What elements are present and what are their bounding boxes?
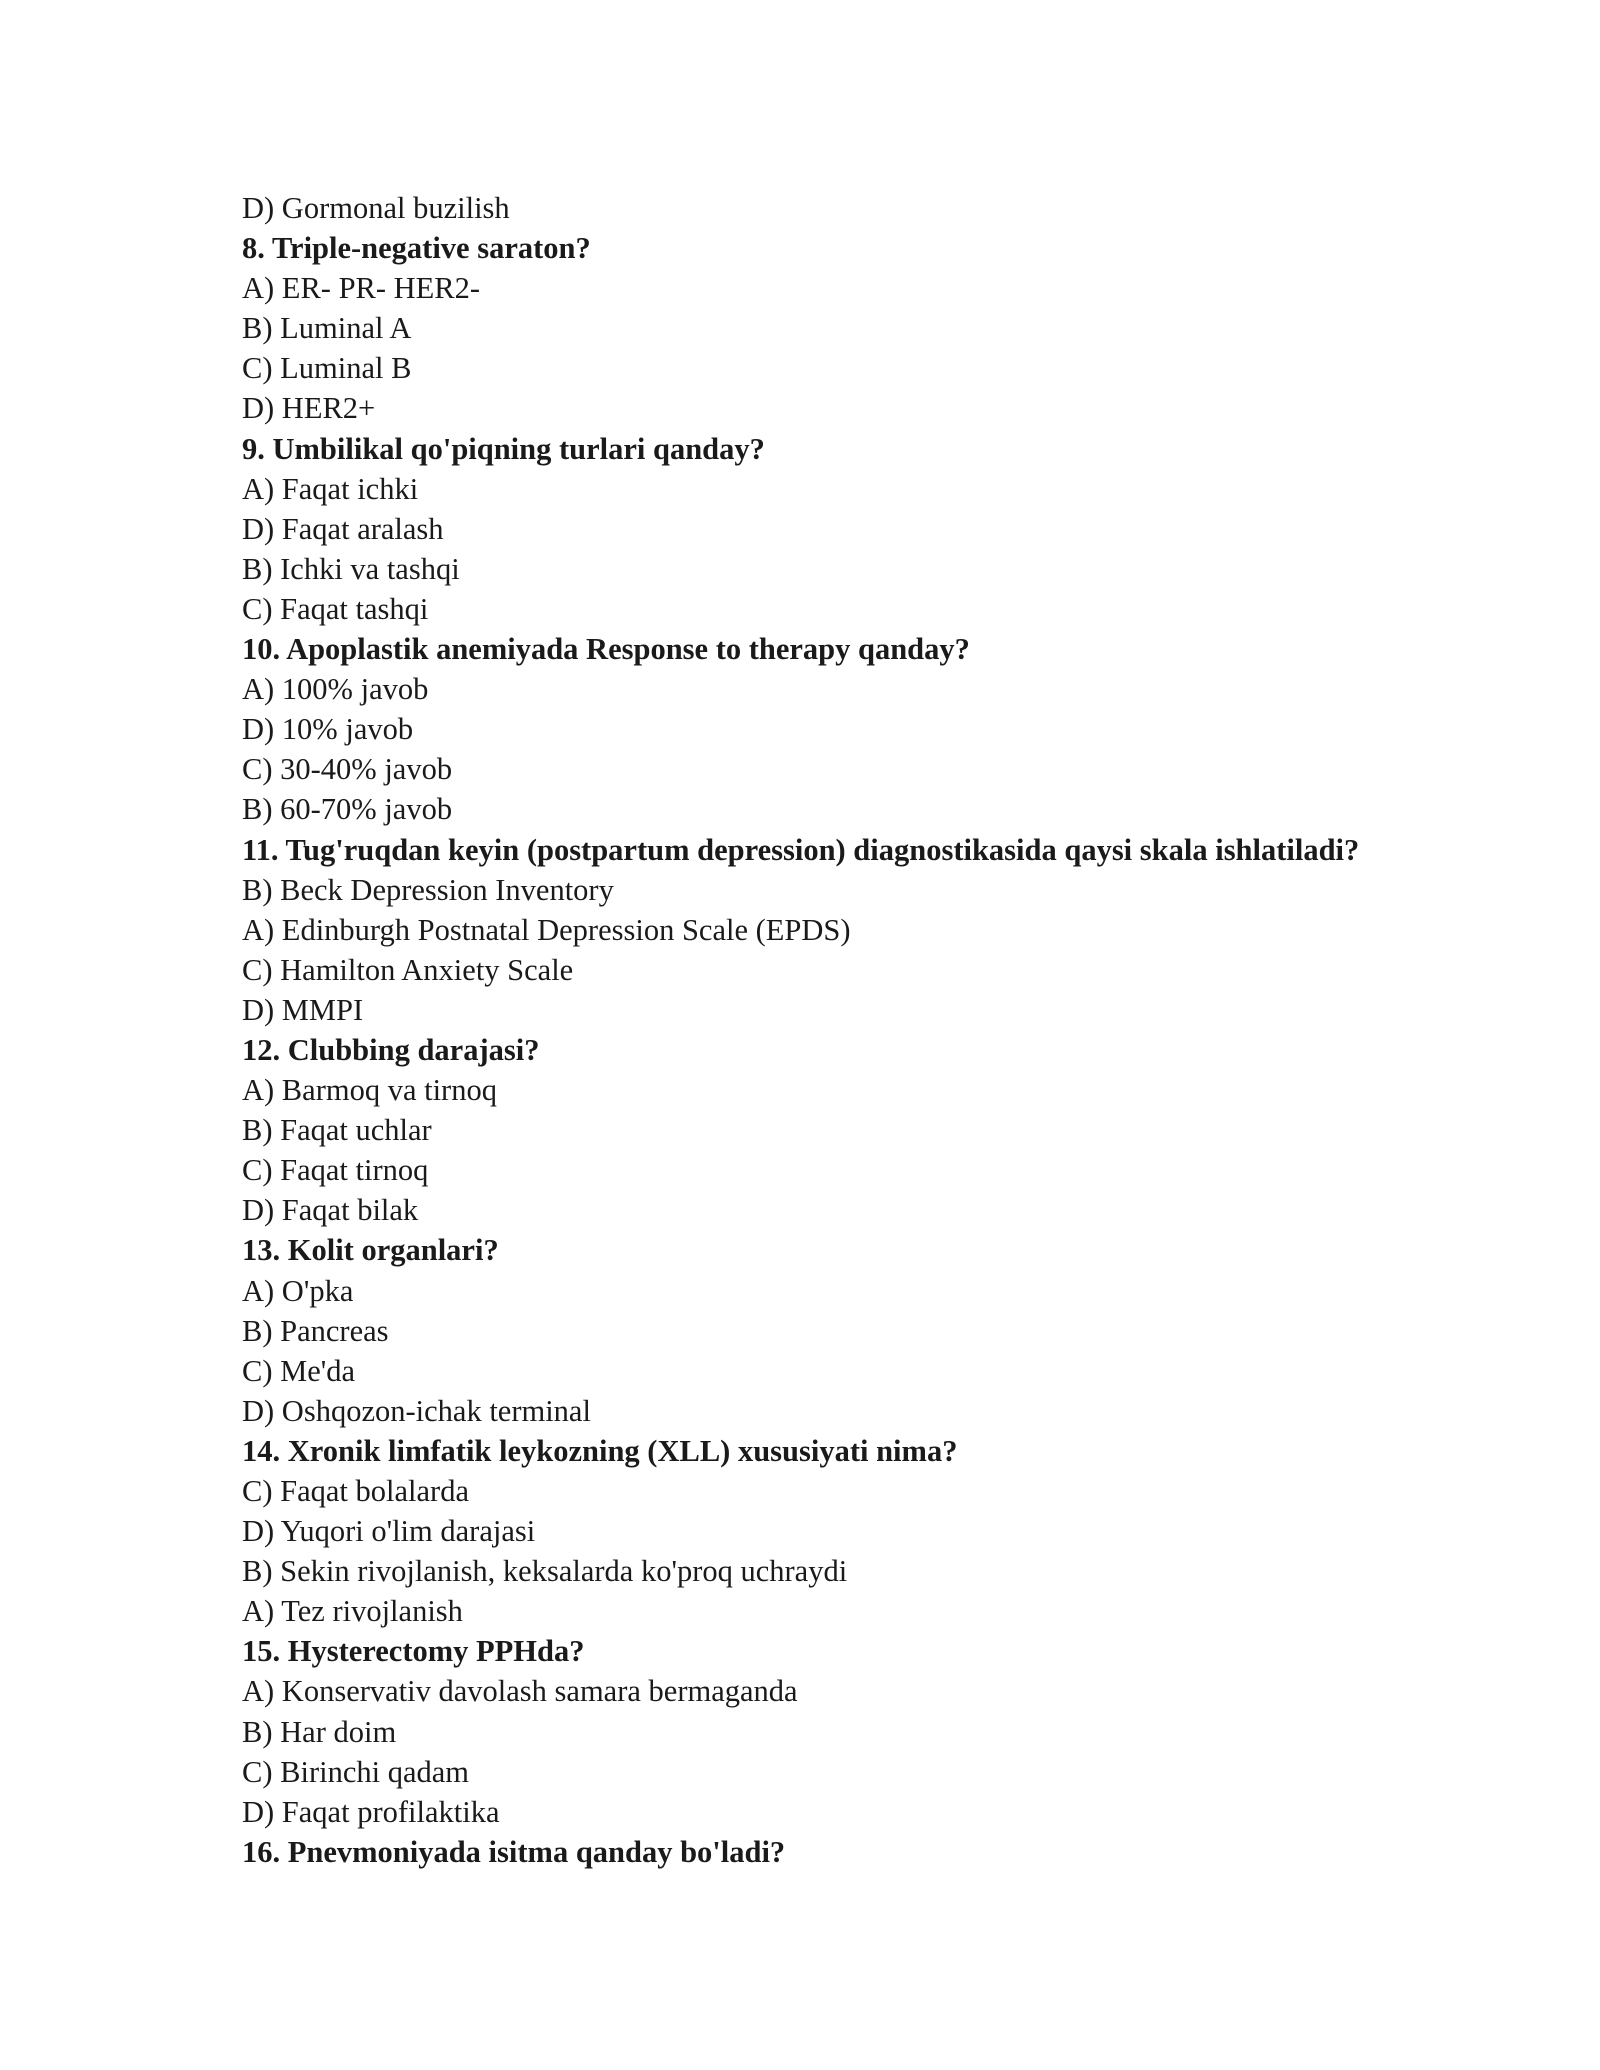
answer-option: A) Tez rivojlanish <box>242 1594 463 1629</box>
answer-option: C) Luminal B <box>242 351 412 386</box>
answer-option: B) 60-70% javob <box>242 792 453 827</box>
answer-option: D) Yuqori o'lim darajasi <box>242 1514 536 1549</box>
answer-option: D) 10% javob <box>242 712 414 747</box>
answer-option: A) Faqat ichki <box>242 471 419 506</box>
question-heading: 14. Xronik limfatik leykozning (XLL) xususiyati nima? <box>242 1433 958 1468</box>
answer-option: A) ER- PR- HER2- <box>242 271 481 306</box>
question-heading: 8. Triple-negative saraton? <box>242 231 591 266</box>
question-heading: 9. Umbilikal qo'piqning turlari qanday? <box>242 431 765 466</box>
answer-option: D) Faqat bilak <box>242 1193 419 1228</box>
answer-option: B) Luminal A <box>242 311 412 346</box>
answer-option: C) 30-40% javob <box>242 752 453 787</box>
answer-option: C) Faqat tirnoq <box>242 1153 429 1188</box>
answer-option: B) Har doim <box>242 1714 397 1749</box>
answer-option: B) Sekin rivojlanish, keksalarda ko'proq uchraydi <box>242 1554 848 1589</box>
answer-option: A) Edinburgh Postnatal Depression Scale (EPDS) <box>242 912 851 947</box>
question-heading: 13. Kolit organlari? <box>242 1233 499 1268</box>
answer-option: A) Konservativ davolash samara bermaganda <box>242 1674 798 1709</box>
answer-option: D) HER2+ <box>242 391 376 426</box>
question-heading: 11. Tug'ruqdan keyin (postpartum depression) diagnostikasida qaysi skala ishlatiladi? <box>242 832 1360 867</box>
answer-option: D) Faqat profilaktika <box>242 1794 500 1829</box>
answer-option: A) Barmoq va tirnoq <box>242 1073 497 1108</box>
quiz-content <box>242 188 1542 1872</box>
answer-option: C) Faqat bolalarda <box>242 1474 469 1508</box>
answer-option: D) MMPI <box>242 992 364 1027</box>
question-heading: 12. Clubbing darajasi? <box>242 1032 540 1067</box>
answer-option: D) Oshqozon-ichak terminal <box>242 1393 591 1428</box>
question-heading: 15. Hysterectomy PPHda? <box>242 1634 585 1669</box>
answer-option: D) Faqat aralash <box>242 511 444 546</box>
question-heading: 16. Pnevmoniyada isitma qanday bo'ladi? <box>242 1834 786 1869</box>
answer-option: C) Faqat tashqi <box>242 591 429 626</box>
answer-option: C) Birinchi qadam <box>242 1754 470 1789</box>
answer-option: B) Pancreas <box>242 1313 389 1348</box>
answer-option: A) O'pka <box>242 1273 354 1308</box>
answer-option: B) Faqat uchlar <box>242 1113 432 1148</box>
answer-option: B) Ichki va tashqi <box>242 551 460 586</box>
answer-option: B) Beck Depression Inventory <box>242 872 614 907</box>
answer-option: A) 100% javob <box>242 672 429 707</box>
answer-option: C) Hamilton Anxiety Scale <box>242 952 574 987</box>
answer-option: D) Gormonal buzilish <box>242 191 510 225</box>
question-heading: 10. Apoplastik anemiyada Response to therapy qanday? <box>242 632 970 667</box>
answer-option: C) Me'da <box>242 1353 356 1388</box>
